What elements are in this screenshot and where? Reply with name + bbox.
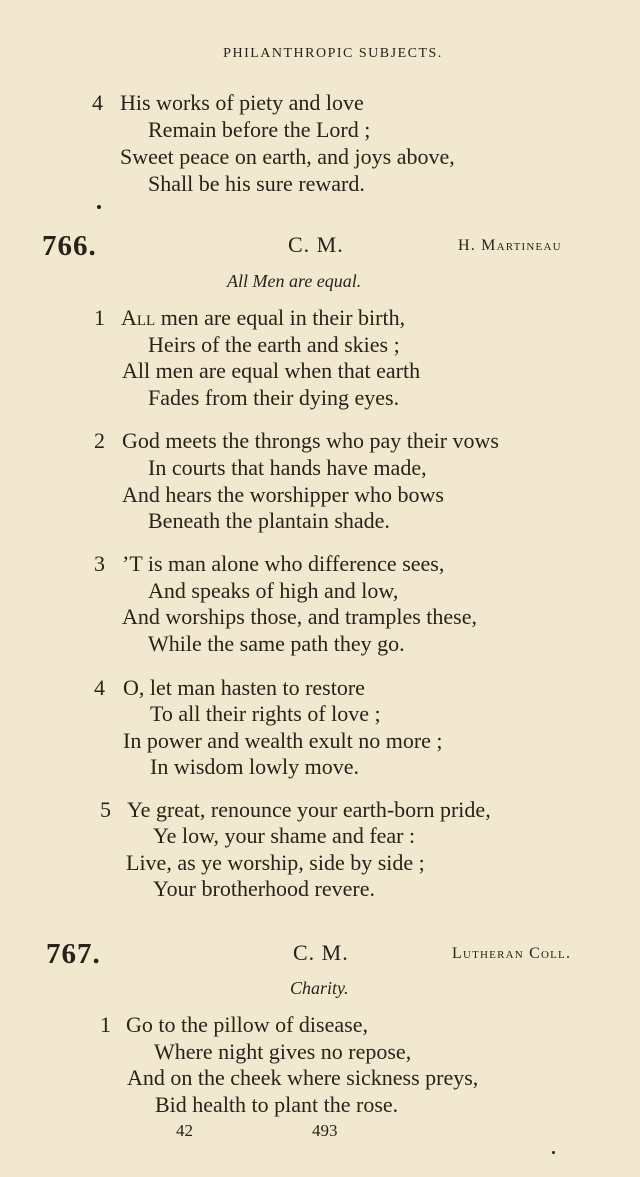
hymn-meter: C. M. — [288, 232, 344, 257]
verse-line: Bid health to plant the rose. — [155, 1092, 399, 1117]
author-surname: Martineau — [481, 237, 562, 254]
signature-mark: 42 — [176, 1121, 193, 1140]
verse-line: And on the cheek where sickness preys, — [127, 1065, 479, 1090]
verse-number: 3 — [94, 551, 105, 576]
verse-number: 1 — [94, 305, 105, 330]
first-line-rest: men are equal in their birth, — [155, 305, 406, 330]
verse-number: 1 — [100, 1012, 111, 1037]
hymn-title: All Men are equal. — [227, 271, 362, 291]
verse-line: Your brotherhood revere. — [153, 876, 375, 901]
verse-line: His works of piety and love — [120, 90, 364, 115]
hymn-author: Lutheran Coll. — [452, 945, 572, 962]
verse-first-line: God meets the throngs who pay their vows — [122, 428, 499, 453]
verse-first-line — [121, 307, 405, 329]
hymn-title: Charity. — [290, 978, 349, 998]
verse-line: While the same path they go. — [148, 631, 405, 656]
verse-line: Sweet peace on earth, and joys above, — [120, 144, 455, 169]
verse-first-line: Go to the pillow of disease, — [126, 1012, 368, 1037]
verse-first-line: ’T is man alone who difference sees, — [122, 551, 445, 576]
verse-line: To all their rights of love ; — [150, 701, 381, 726]
verse-number: 4 — [92, 90, 103, 115]
ink-speck — [552, 1151, 555, 1154]
verse-line: Beneath the plantain shade. — [148, 508, 390, 533]
initial-word: All — [121, 305, 156, 330]
hymn-number: 767. — [46, 938, 101, 970]
verse-number: 4 — [94, 675, 105, 700]
verse-line: And worships those, and tramples these, — [122, 604, 477, 629]
verse-first-line: Ye great, renounce your earth-born pride, — [127, 797, 491, 822]
verse-line: Live, as ye worship, side by side ; — [126, 850, 425, 875]
verse-first-line: O, let man hasten to restore — [123, 675, 365, 700]
verse-line: In wisdom lowly move. — [150, 754, 359, 779]
verse-line: Remain before the Lord ; — [148, 117, 371, 142]
author-initial: H. — [458, 237, 476, 254]
verse-number: 5 — [100, 797, 111, 822]
verse-line: In power and wealth exult no more ; — [123, 728, 443, 753]
page-number: 493 — [312, 1121, 338, 1140]
verse-line: In courts that hands have made, — [148, 455, 427, 480]
verse-line: And hears the worshipper who bows — [122, 482, 444, 507]
verse-line: All men are equal when that earth — [122, 358, 421, 383]
verse-line: And speaks of high and low, — [148, 578, 399, 603]
running-head: PHILANTHROPIC SUBJECTS. — [223, 46, 443, 61]
ink-speck — [97, 205, 101, 209]
verse-line: Heirs of the earth and skies ; — [148, 332, 400, 357]
verse-line: Shall be his sure reward. — [148, 171, 365, 196]
hymn-number: 766. — [42, 230, 97, 262]
verse-line: Where night gives no repose, — [154, 1039, 412, 1064]
verse-line: Fades from their dying eyes. — [148, 385, 400, 410]
hymn-author — [458, 238, 562, 254]
verse-number: 2 — [94, 428, 105, 453]
hymn-meter: C. M. — [293, 940, 349, 965]
verse-line: Ye low, your shame and fear : — [153, 823, 416, 848]
